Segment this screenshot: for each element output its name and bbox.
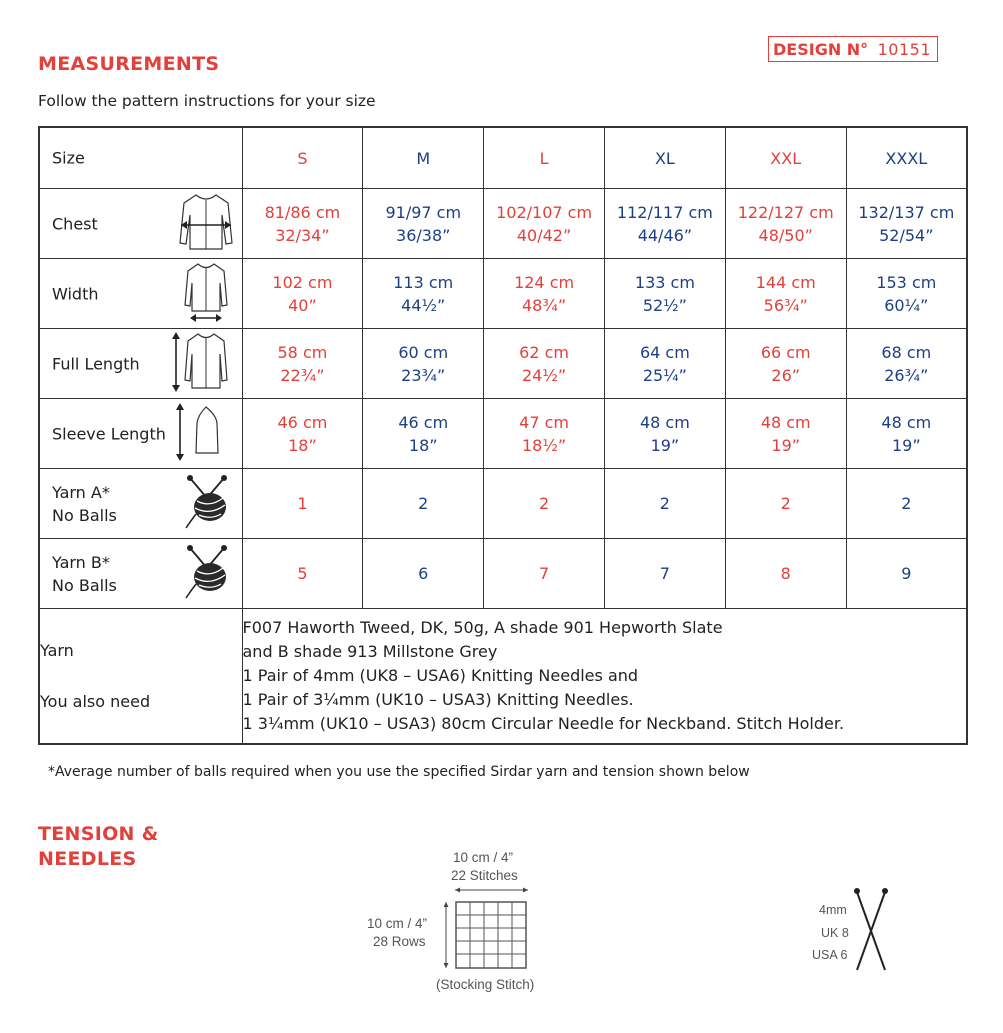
full-length-row xyxy=(39,329,967,399)
row-label: Sleeve Length xyxy=(52,424,166,443)
measurement-cell: 48 cm 19” xyxy=(725,399,846,469)
measurement-cell: 144 cm 56¾” xyxy=(725,259,846,329)
tension-rows-label: 28 Rows xyxy=(373,934,426,949)
measurement-cell: 62 cm 24½” xyxy=(484,329,605,399)
measurement-cell: 60 cm 23¾” xyxy=(363,329,484,399)
measurement-cell: 102/107 cm 40/42” xyxy=(484,189,605,259)
also-need-label: You also need xyxy=(40,691,151,711)
tension-stitches-label: 22 Stitches xyxy=(451,868,518,883)
size-cell: XXL xyxy=(725,127,846,189)
need-line: 1 Pair of 3¼mm (UK10 – USA3) Knitting Needles. xyxy=(242,690,634,709)
needle-size-usa: USA 6 xyxy=(812,948,848,962)
ball-count-cell: 2 xyxy=(725,469,846,539)
row-label: Yarn B* xyxy=(52,552,110,572)
measurement-cell: 132/137 cm 52/54” xyxy=(846,189,967,259)
yarn-label: Yarn xyxy=(40,640,74,660)
ball-count-cell: 2 xyxy=(363,469,484,539)
design-number-box xyxy=(768,36,938,62)
row-label: Chest xyxy=(52,214,98,233)
sleeve-length-icon xyxy=(172,401,228,467)
yarn-ball-icon xyxy=(184,544,230,604)
measurement-cell: 47 cm 18½” xyxy=(484,399,605,469)
row-label: Yarn A* xyxy=(52,482,110,502)
need-line: 1 3¼mm (UK10 – USA3) 80cm Circular Needle for Neckband. Stitch Holder. xyxy=(242,714,845,733)
row-label-cell xyxy=(39,189,242,259)
measurement-cell: 48 cm 19” xyxy=(604,399,725,469)
size-cell: L xyxy=(484,127,605,189)
ball-count-cell: 9 xyxy=(846,539,967,609)
crossed-needles-icon xyxy=(853,886,889,976)
cardigan-width-icon xyxy=(180,261,232,327)
size-header-row xyxy=(39,127,967,189)
ball-count-cell: 2 xyxy=(484,469,605,539)
measurement-cell: 46 cm 18” xyxy=(242,399,363,469)
yarn-line: F007 Haworth Tweed, DK, 50g, A shade 901 Hepworth Slate xyxy=(242,618,723,637)
info-labels-cell xyxy=(39,609,242,745)
row-label-cell xyxy=(39,469,242,539)
need-line: 1 Pair of 4mm (UK8 – USA6) Knitting Needles and xyxy=(242,666,639,685)
measurement-cell: 91/97 cm 36/38” xyxy=(363,189,484,259)
row-label-cell xyxy=(39,329,242,399)
size-cell: S xyxy=(242,127,363,189)
measurement-cell: 48 cm 19” xyxy=(846,399,967,469)
size-cell: XL xyxy=(604,127,725,189)
needle-size-mm: 4mm xyxy=(819,903,847,917)
measurement-cell: 46 cm 18” xyxy=(363,399,484,469)
ball-count-cell: 6 xyxy=(363,539,484,609)
measurement-cell: 68 cm 26¾” xyxy=(846,329,967,399)
row-label-cell xyxy=(39,399,242,469)
intro-text: Follow the pattern instructions for your size xyxy=(38,92,376,110)
size-cell: XXXL xyxy=(846,127,967,189)
needle-size-uk: UK 8 xyxy=(821,926,849,940)
chest-row xyxy=(39,189,967,259)
yarn-a-row xyxy=(39,469,967,539)
ball-count-cell: 7 xyxy=(604,539,725,609)
measurement-cell: 112/117 cm 44/46” xyxy=(604,189,725,259)
design-label: DESIGN N° xyxy=(773,39,869,59)
cardigan-chest-icon xyxy=(176,191,236,257)
row-label: Full Length xyxy=(52,354,140,373)
row-sublabel: No Balls xyxy=(52,505,117,525)
size-header-label: Size xyxy=(39,127,242,189)
sleeve-length-row xyxy=(39,399,967,469)
ball-count-cell: 5 xyxy=(242,539,363,609)
measurement-cell: 122/127 cm 48/50” xyxy=(725,189,846,259)
row-sublabel: No Balls xyxy=(52,575,117,595)
measurement-cell: 102 cm 40” xyxy=(242,259,363,329)
footnote: *Average number of balls required when you use the specified Sirdar yarn and tension shown below xyxy=(48,764,750,780)
yarn-info-row xyxy=(39,609,967,745)
width-row xyxy=(39,259,967,329)
tension-height-label: 10 cm / 4” xyxy=(367,916,428,931)
yarn-ball-icon xyxy=(184,474,230,534)
measurement-cell: 64 cm 25¼” xyxy=(604,329,725,399)
ball-count-cell: 7 xyxy=(484,539,605,609)
measurements-table xyxy=(38,126,968,745)
row-label-cell xyxy=(39,259,242,329)
measurement-cell: 66 cm 26” xyxy=(725,329,846,399)
ball-count-cell: 2 xyxy=(604,469,725,539)
cardigan-length-icon xyxy=(168,330,234,398)
tension-width-label: 10 cm / 4” xyxy=(453,850,514,865)
measurement-cell: 113 cm 44½” xyxy=(363,259,484,329)
ball-count-cell: 8 xyxy=(725,539,846,609)
info-details-cell xyxy=(242,609,967,745)
row-label: Width xyxy=(52,284,99,303)
measurement-cell: 81/86 cm 32/34” xyxy=(242,189,363,259)
tension-title: TENSION & NEEDLES xyxy=(38,823,159,870)
row-label-cell xyxy=(39,539,242,609)
measurement-cell: 58 cm 22¾” xyxy=(242,329,363,399)
yarn-b-row xyxy=(39,539,967,609)
ball-count-cell: 1 xyxy=(242,469,363,539)
measurement-cell: 153 cm 60¼” xyxy=(846,259,967,329)
size-cell: M xyxy=(363,127,484,189)
stitch-type-label: (Stocking Stitch) xyxy=(436,977,535,992)
tension-swatch-grid-icon xyxy=(440,886,534,976)
measurement-cell: 124 cm 48¾” xyxy=(484,259,605,329)
design-number: 10151 xyxy=(877,39,931,59)
ball-count-cell: 2 xyxy=(846,469,967,539)
measurement-cell: 133 cm 52½” xyxy=(604,259,725,329)
yarn-line: and B shade 913 Millstone Grey xyxy=(242,642,498,661)
page-title: MEASUREMENTS xyxy=(38,53,220,75)
